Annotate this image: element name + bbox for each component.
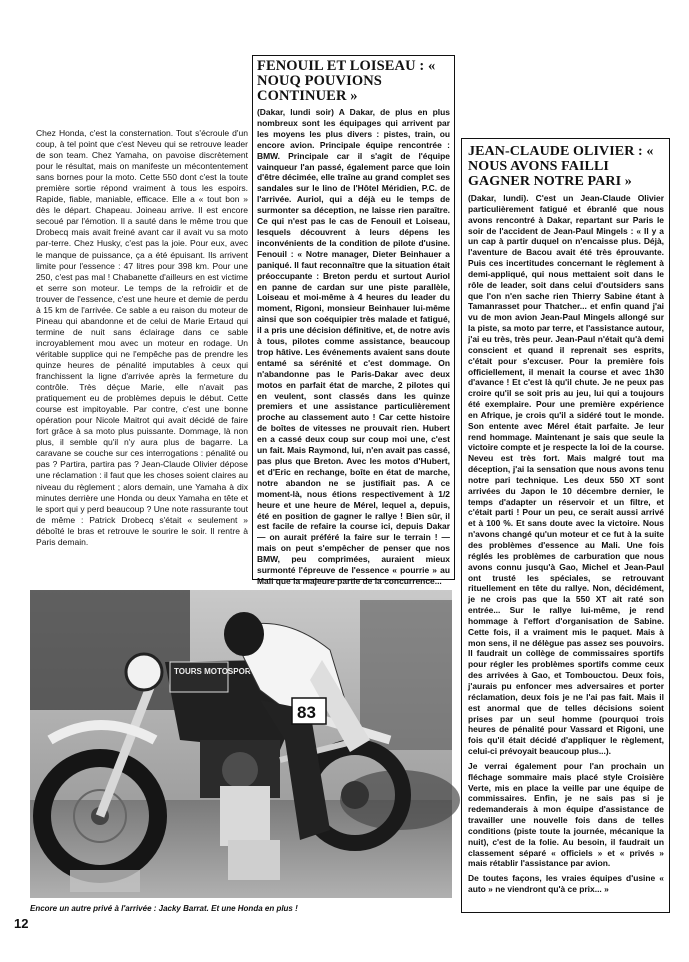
olivier-paragraph-1: (Dakar, lundi). C'est un Jean-Claude Olivier particulièrement fatigué et ébranlé que nous avons rencontré à Dakar, repartant sur Paris le soir de l'accident de Jean-Paul Mingels : « Il y a un cap à partir duquel on n'encaisse plus. Déjà, l'aventure de Bacou avait été très éprouvante. Puis ces incertitudes concernant le règlement à demi-appliqué, qui nous mettaient soit dans le rôle de leader, soit dans celui d'outsiders sans que l'on n'en sache rien Thierry Sabine étant à Tamanrasset pour Thatcher... et enfin quand j'ai vu de mon avion Jean-Paul Mingels allongé sur la piste, sa moto par terre, et l'assistance autour, j'ai eu très, très peur. Jean-Paul n'était qu'à demi conscient et quand il reprenait ses esprits, c'était pour s'excuser. Pour la première fois officiellement, il menait la course et avec 1h30 d'avance ! Et c'est là qu'il chute. Je ne peux pas croire qu'il se soit pris au jeu, lui qui a toujours été exemplaire. Pour une première expérience en Afrique, je crois qu'il a sidéré tout le monde. Son entente avec Mérel était parfaite. Je leur rend hommage. Maintenant je sais que seule la victoire compte et je respecte la loi de la course. Neveu est très fort. Mais malgré tout ma déception, j'ai la sensation que nous avons tenu notre pari technique. Les deux 550 XT sont arrivées du Japon le 10 décembre dernier, le temps d'adapter un réservoir et un filtre, et c'était parti ! Pour un peu, ce serait aussi arrivé et à 100 %. Et sans doute avec la victoire. Nous n'avons changé qu'un moteur et ce fut à la suite des problèmes d'essence au Mali. Une fois réglés les problèmes de carburation que nous avons connu jusqu'à Gao, Michel et Jean-Paul ont trusté les spéciales, se retrouvant rituellement en tête du rallye. Non, décidément, je ne crois pas que la 550 XT ait raté son entrée... Sur le rallye lui-même, je rend hommage à l'effort d'organisation de Sabine. Cette fois, il a vraiment mis le paquet. Mais à mon sens, il ne délègue pas assez ses pouvoirs. Il faudrait un collège de commissaires sportifs pour régler les problèmes sportifs comme ceux des arrivées à Gao, et Tombouctou. Deux fois, j'aurais pu enfoncer mes adversaires et porter réclamation, deux fois je ne l'ai pas fait. Mais il est anormal que de telles décisions soient prises par un seul homme (pourquoi trois heures de pénalité pour Vassard et Rigoni, une fois qu'il était décidé d'appliquer le règlement, celui-ci prévoyait beaucoup plus...).	[468, 193, 664, 757]
page-number: 12	[14, 916, 29, 931]
photo-caption: Encore un autre privé à l'arrivée : Jacky Barrat. Et une Honda en plus !	[30, 904, 298, 913]
olivier-box	[461, 138, 670, 913]
left-column-article	[36, 128, 248, 548]
tours-motospor-sign: TOURS MOTOSPOR	[174, 667, 251, 676]
motorcycle-photo	[30, 590, 452, 898]
fenouil-loiseau-title: FENOUIL ET LOISEAU : « NOUQ POUVIONS CONTINUER »	[257, 58, 436, 104]
olivier-paragraph-2: Je verrai également pour l'an prochain un fléchage sommaire mais placé style Croisière Verte, mis en place la veille par une équipe de commissaires. Enfin, je ne sais pas si je redemanderais à mon équipe d'assistance de travailler une nouvelle fois dans de telles conditions (piste toute la journée, mécanique la nuit), c'est de la folie. Au besoin, il faudrait un classement séparé « officiels » et « privés » mais rétablir l'assistance par avion.	[468, 760, 664, 869]
fenouil-loiseau-body: (Dakar, lundi soir) A Dakar, de plus en plus nombreux sont les équipages qui arrivent par les moyens les plus divers : pistes, train, ou encore avion. Principale équipe rencontrée : BMW. Principale car il s'agit de l'équipe vainqueur l'an passé, également parce que loin d'être décimée, elle traîne au grand complet ses sandales sur le lino de l'Hôtel Méridien, P.C. de l'arrivée. Auriol, qui a déjà eu le temps de surmonter sa déception, ne laisse rien paraître. Ce qui n'est pas le cas de Fenouil et Loiseau, lesquels découvrent à leurs dépens les inconvénients de la condition de pilote d'usine. Fenouil : « Notre manager, Dieter Beinhauer a paniqué. Il faut reconnaître que la situation était préoccupante : Breton perdu et surtout Auriol en panne de cardan sur une piste parallèle, Loiseau et moi-même à 4 heures du leader du moment, Rigoni, monsieur Beinhauer lui-même ainsi que son coéquipier très malade et fatigué, il a pris une décision définitive, et, de notre avis à tous, pilotes comme assistance, beaucoup trop hâtive. Les événements avaient sans doute entamé sa sérénité et c'est dommage. On n'abandonne pas le Paris-Dakar avec deux motos en parfait état de marche, 2 pilotes qui en veulent, sont classés dans les quinze premiers et une assistance particulièrement proche au classement auto ! Car cette histoire de boîtes de vitesses ne prouvait rien. Hubert en a cassé deux coup sur coup moi une, c'est un fait. Mais Raymond, lui, n'en avait pas cassé, pas plus que Breton. Avec les motos d'Hubert, et d'Eric en rechange, boîte en état de marche, notre abandon ne se justifiait pas. A ce moment-là, nous étions respectivement à 1/2 heure et une heure de Mérel, lequel a, depuis, été en position de gagner le rallye ! Bien sûr, il est facile de refaire la course ici, depuis Dakar — on aurait préféré la faire sur le terrain ! — mais on peut s'empêcher de penser que nos BMW, peu comprimées, auraient mieux surmonté l'épreuve de l'essence « pourrie » au Mali que la majeure partie de la concurrence...	[257, 107, 450, 586]
fenouil-loiseau-box	[252, 55, 455, 586]
motorcycle-photo-illustration	[30, 590, 452, 898]
olivier-title: JEAN-CLAUDE OLIVIER : « NOUS AVONS FAILLI GAGNER NOTRE PARI »	[468, 144, 654, 189]
olivier-paragraph-3: De toutes façons, les vraies équipes d'usine « auto » ne viendront qu'à ce prix... »	[468, 873, 664, 895]
race-number-plate: 83	[297, 703, 316, 722]
left-column-text: Chez Honda, c'est la consternation. Tout s'écroule d'un coup, à tel point que c'est Neveu qui se retrouve leader de son team. Chez Yamaha, on pavoise discrètement pour le résultat, mais on manifeste un mécontentement sans bornes pour la moto. Cette 550 dont c'est la toute première sortie répond vraiment à tous les espoirs. Rapide, fiable, maniable, efficace. Elle a « tout bon » dès le départ. Chapeau. Joineau arrive. Il est encore secoué par l'émotion. Il a sauté dans le même trou que Drobecq mais avait freiné avant car il avait vu sa moto par-terre. Chez Husky, c'est pas la joie. Pour eux, avec le manque de puissance, ça a été épuisant. Ils arrivent limite pour l'essence : 47 litres pour 398 km. Pour une 250, c'est pas mal ! Chabanette d'ailleurs en est victime et serre son moteur. Le temps de la refroidir et de trouver de l'essence, c'est une heure et demie de perdu à 15 km de l'arrivée. Ce sable a eu raison du moteur de Pineau qui abandonne et de celui de Marie Ertaud qui termine de nuit sans éclairage dans ce sable incroyablement mou avec un moteur en rodage. Un véritable supplice qui ne l'empêche pas de prendre les quinze heures de pénalité imputables à ceux qui franchissent la ligne d'arrivée après la fermeture du contrôle. Très déçue Marie, elle n'avait pas pratiquement eu de problèmes depuis le début. Cette course est impitoyable. Par contre, c'est une bonne opération pour Nicole Maitrot qui avait décidé de faire fort grâce à sa moto plus puissante. Dommage, là non plus, il semble qu'il n'y aura plus de bagarre. La caravane se couche sur ces interrogations : pénalité ou pas ? Partira, partira pas ? Jean-Claude Olivier dépose une réclamation : il faut que les choses soient claires au niveau du règlement ; alors demain, une Yamaha à dix minutes derrière une Honda ou deux Yamaha en tête et le sport qui y perd beaucoup ? Une note rassurante tout de même : Patrick Drobecq s'était « seulement » déboîté le bras et retrouve le sourire le soir. Il rentre à Paris demain.	[36, 128, 248, 547]
